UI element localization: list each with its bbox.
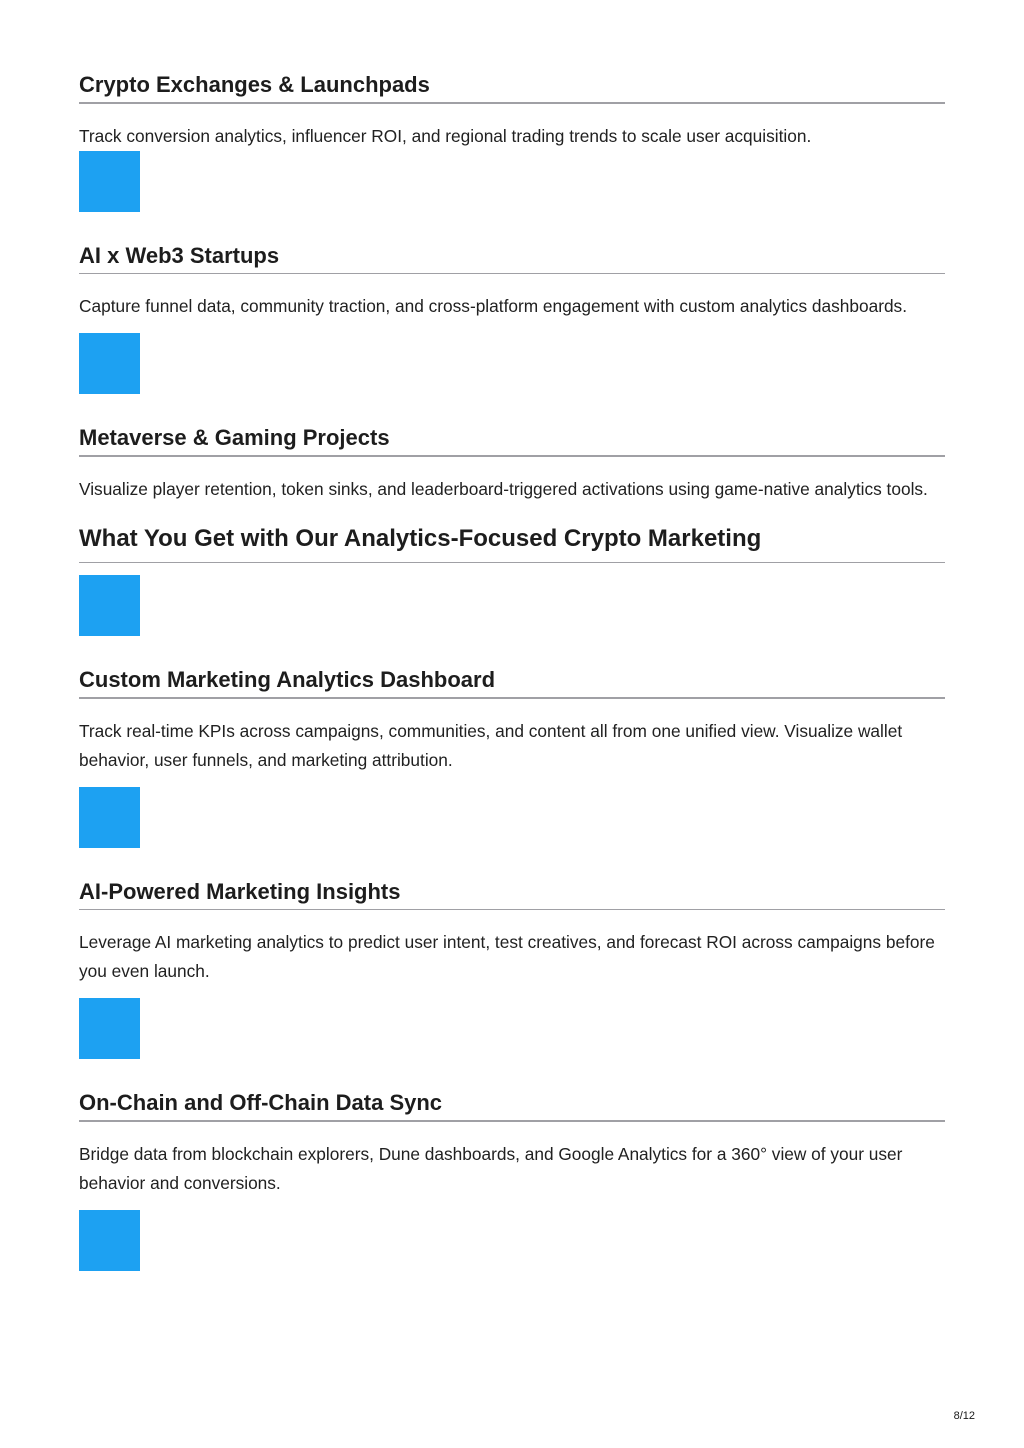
section-what-you-get: [79, 524, 945, 637]
image-placeholder: [79, 1210, 140, 1271]
section-ai-insights: [79, 878, 945, 1060]
section-paragraph: Leverage AI marketing analytics to predict user intent, test creatives, and forecast ROI across campaigns before you even launch.: [79, 932, 935, 981]
section-paragraph: Track real-time KPIs across campaigns, communities, and content all from one unified view. Visualize wallet behavior, user funnels, and marketing attribution.: [79, 720, 903, 770]
image-placeholder: [79, 575, 140, 636]
image-placeholder: [79, 787, 140, 848]
section-divider: [79, 455, 945, 457]
section-heading: AI x Web3 Startups: [79, 242, 280, 268]
section-divider: [79, 1120, 945, 1122]
section-divider: [79, 697, 945, 699]
section-divider: [79, 909, 945, 911]
image-placeholder: [79, 151, 140, 212]
section-crypto-exchanges: [79, 71, 945, 212]
section-divider: [79, 102, 945, 104]
section-ai-web3-startups: [79, 242, 945, 395]
page-number: 8/12: [953, 1410, 975, 1422]
section-heading: On-Chain and Off-Chain Data Sync: [79, 1090, 443, 1115]
image-placeholder: [79, 998, 140, 1059]
section-paragraph: Capture funnel data, community traction, and cross-platform engagement with custom analytics dashboards.: [79, 296, 907, 316]
section-onchain-offchain-sync: [79, 1089, 945, 1271]
image-placeholder: [79, 333, 140, 394]
section-heading: Metaverse & Gaming Projects: [79, 425, 390, 450]
section-paragraph: Bridge data from blockchain explorers, Dune dashboards, and Google Analytics for a 360° view of your user behavior and conversions.: [79, 1143, 903, 1193]
page-subtitle-heading: What You Get with Our Analytics-Focused Crypto Marketing: [79, 524, 762, 552]
section-paragraph: Track conversion analytics, influencer ROI, and regional trading trends to scale user acquisition.: [79, 125, 812, 146]
section-heading: AI-Powered Marketing Insights: [79, 878, 401, 904]
section-metaverse-gaming: [79, 424, 945, 504]
section-paragraph: Visualize player retention, token sinks, and leaderboard-triggered activations using game-native analytics tools.: [79, 478, 928, 499]
section-custom-dashboard: [79, 666, 945, 848]
section-divider: [79, 562, 945, 564]
section-divider: [79, 273, 945, 275]
section-heading: Crypto Exchanges & Launchpads: [79, 72, 430, 97]
section-heading: Custom Marketing Analytics Dashboard: [79, 667, 496, 692]
